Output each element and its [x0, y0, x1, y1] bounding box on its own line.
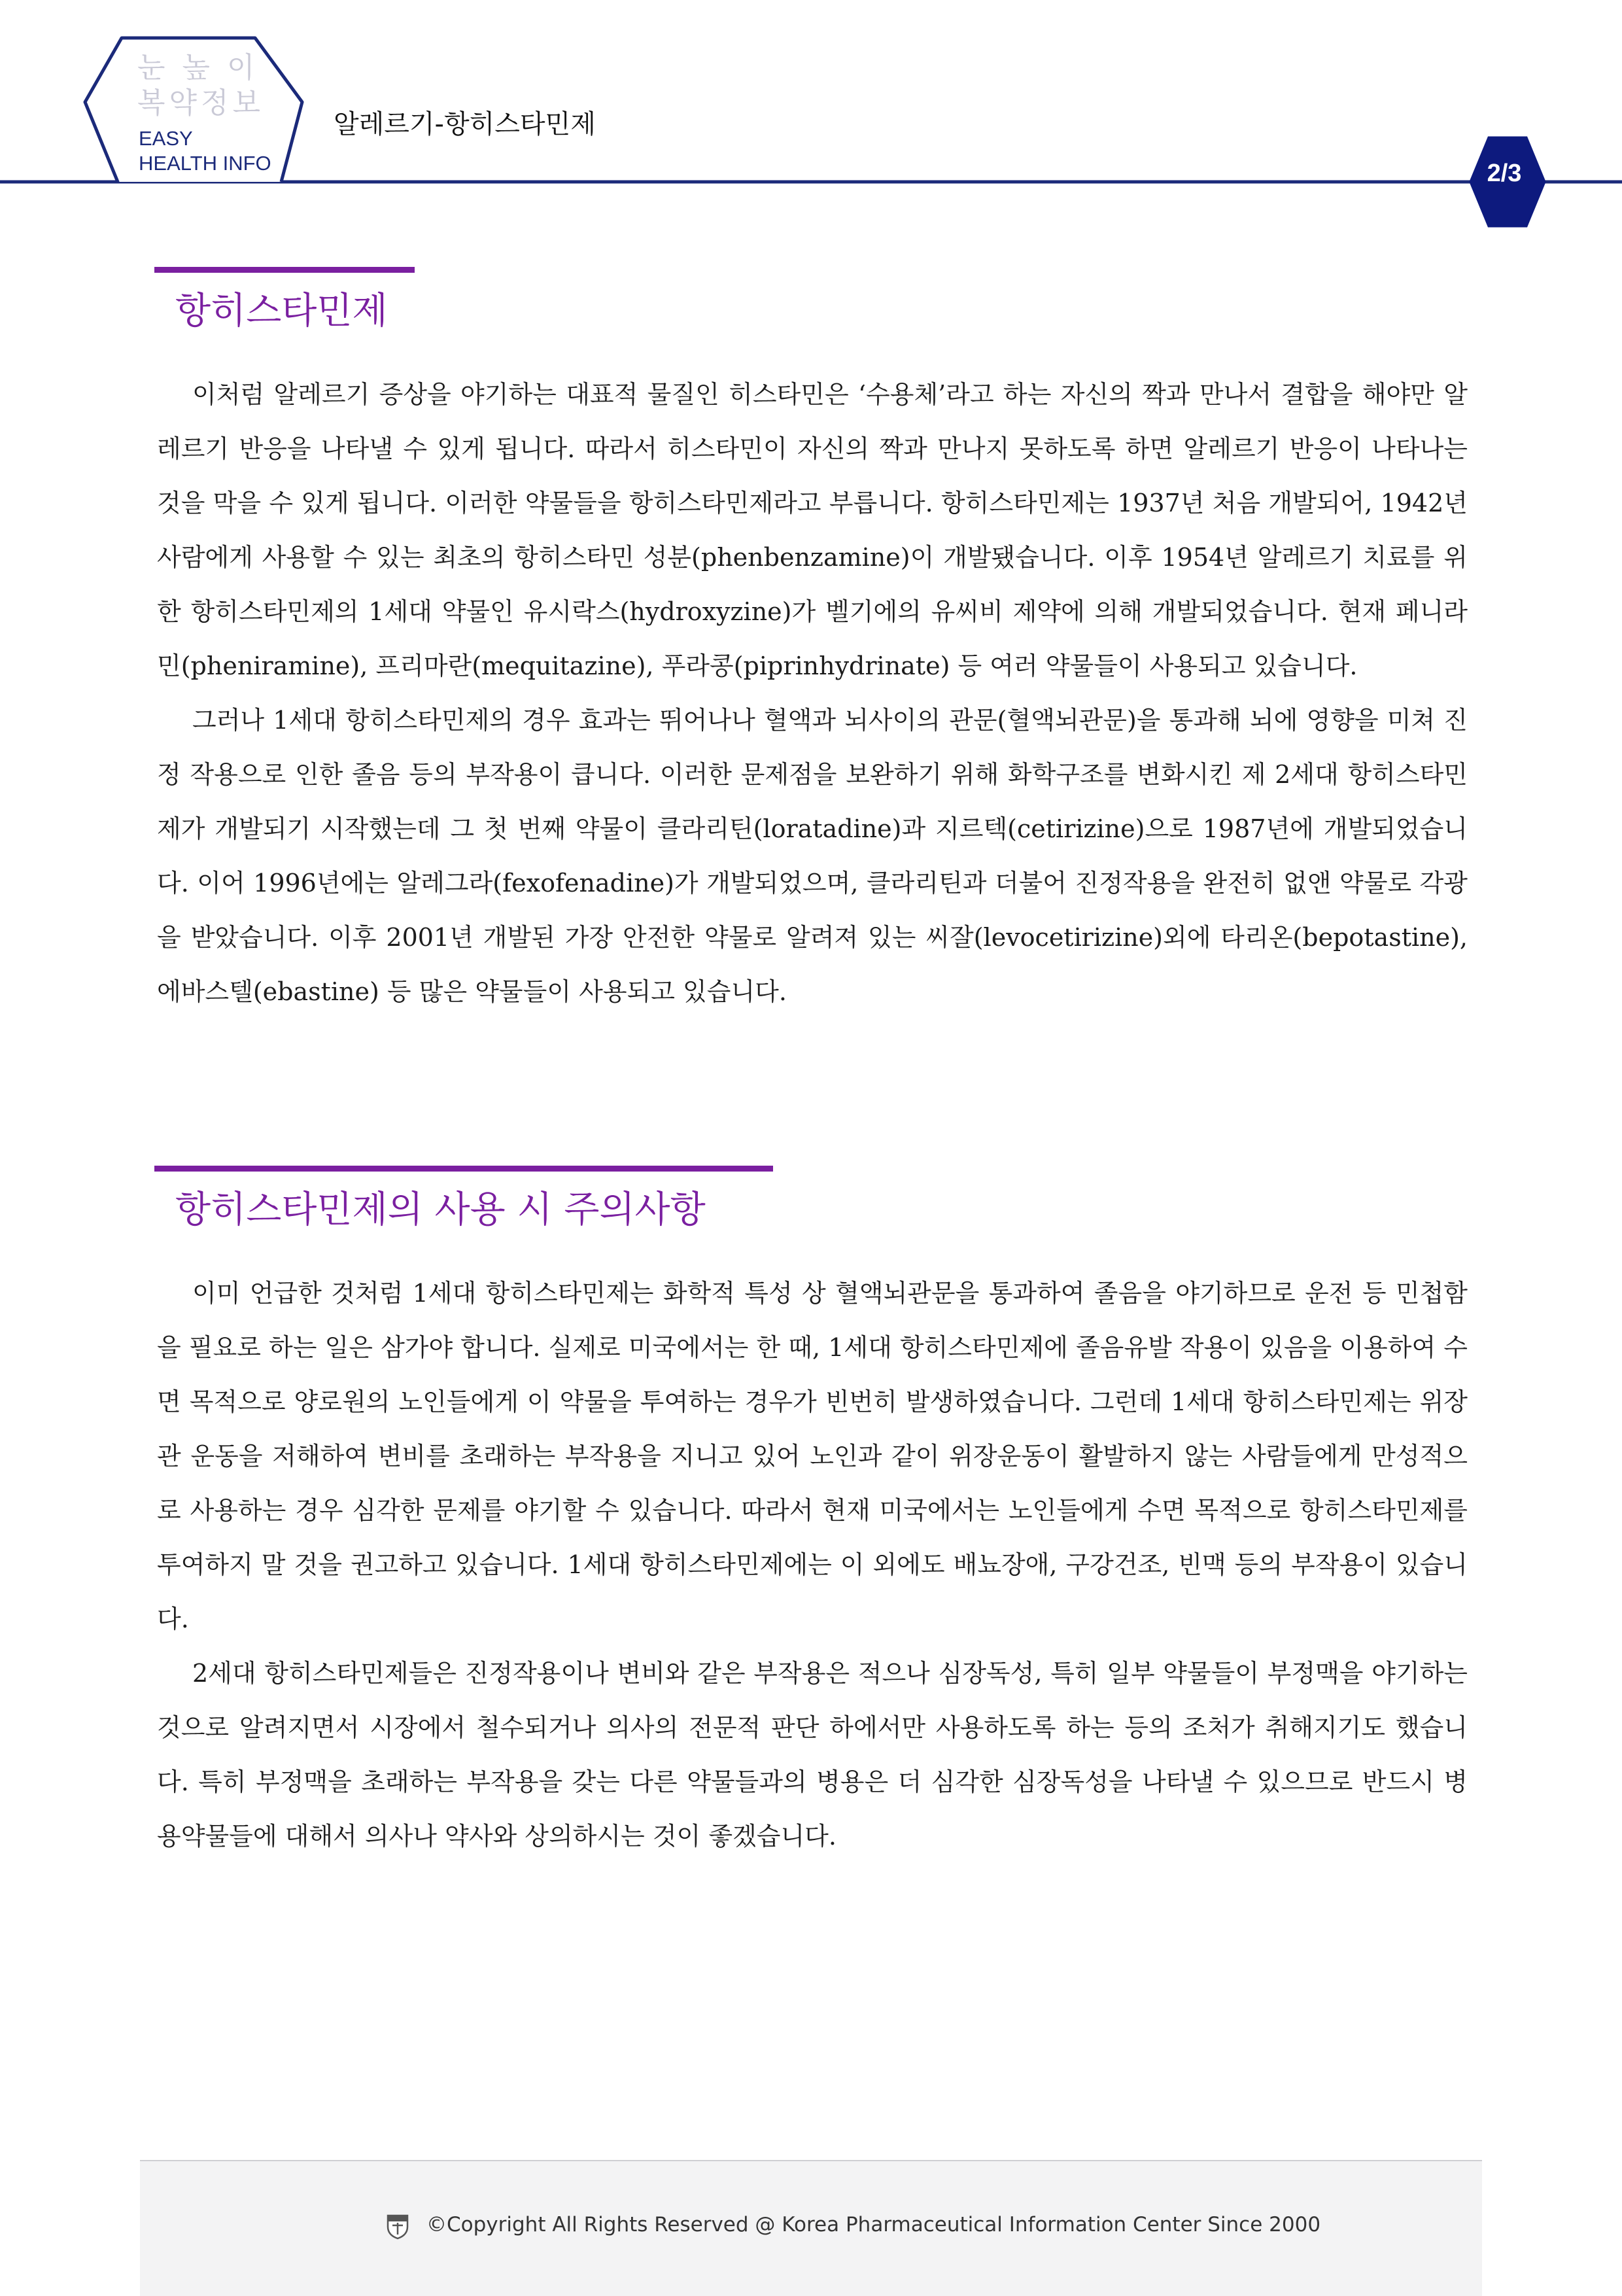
section-2-paragraph-1: 이미 언급한 것처럼 1세대 항히스타민제는 화학적 특성 상 혈액뇌관문을 통과하여 졸음을 야기하므로 운전 등 민첩함을 필요로 하는 일은 삼가야 합니다. 실제로 미국에서는 한 때, 1세대 항히스타민제에 졸음유발 작용이 있음을 이용하여 수면 목적으로 양로원의 노인들에게 이 약물을 투여하는 경우가 빈번히 발생하였습니다. 그런데 1세대 항히스타민제는 위장관 운동을 저해하여 변비를 초래하는 부작용을 지니고 있어 노인과 같이 위장운동이 활발하지 않는 사람들에게 만성적으로 사용하는 경우 심각한 문제를 야기할 수 있습니다. 따라서 현재 미국에서는 노인들에게 수면 목적으로 항히스타민제를 투여하지 말 것을 권고하고 있습니다. 1세대 항히스타민제에는 이 외에도 배뇨장애, 구강건조, 빈맥 등의 부작용이 있습니다. — [157, 1279, 1468, 1633]
logo-text-korean-1: 눈높이 — [137, 51, 272, 84]
section-2-body — [157, 1266, 1468, 1864]
shield-emblem-icon — [386, 2214, 409, 2240]
logo-text-korean-2: 복약정보 — [137, 86, 265, 120]
logo-text-english-2: HEALTH INFO — [139, 152, 271, 175]
section-2-accent-bar — [154, 1166, 773, 1172]
footer-copyright: ©Copyright All Rights Reserved @ Korea Pharmaceutical Information Center Since 2000 — [426, 2213, 1321, 2236]
section-2-paragraph-2: 2세대 항히스타민제들은 진정작용이나 변비와 같은 부작용은 적으나 심장독성, 특히 일부 약물들이 부정맥을 야기하는 것으로 알려지면서 시장에서 철수되거나 의사의 전문적 판단 하에서만 사용하도록 하는 등의 조처가 취해지기도 했습니다. 특히 부정맥을 초래하는 부작용을 갖는 다른 약물들과의 병용은 더 심각한 심장독성을 나타낼 수 있으므로 반드시 병용약물들에 대해서 의사나 약사와 상의하시는 것이 좋겠습니다. — [157, 1659, 1468, 1851]
section-2-title: 항히스타민제의 사용 시 주의사항 — [175, 1189, 706, 1231]
logo-text-english-1: EASY — [139, 127, 193, 150]
section-1-paragraph-2: 그러나 1세대 항히스타민제의 경우 효과는 뛰어나나 혈액과 뇌사이의 관문(혈액뇌관문)을 통과해 뇌에 영향을 미쳐 진정 작용으로 인한 졸음 등의 부작용이 큽니다. 이러한 문제점을 보완하기 위해 화학구조를 변화시킨 제 2세대 항히스타민제가 개발되기 시작했는데 그 첫 번째 약물이 클라리틴(loratadine)과 지르텍(cetirizine)으로 1987년에 개발되었습니다. 이어 1996년에는 알레그라(fexofenadine)가 개발되었으며, 클라리틴과 더불어 진정작용을 완전히 없앤 약물로 각광을 받았습니다. 이후 2001년 개발된 가장 안전한 약물로 알려져 있는 씨잘(levocetirizine)외에 타리온(bepotastine), 에바스텔(ebastine) 등 많은 약물들이 사용되고 있습니다. — [157, 706, 1468, 1006]
page-number: 2/3 — [1487, 160, 1522, 187]
section-1-accent-bar — [154, 267, 415, 273]
section-1-body — [157, 368, 1468, 1019]
header-title: 알레르기-항히스타민제 — [334, 109, 596, 139]
section-1-title: 항히스타민제 — [175, 290, 388, 332]
section-1-paragraph-1: 이처럼 알레르기 증상을 야기하는 대표적 물질인 히스타민은 ‘수용체’라고 하는 자신의 짝과 만나서 결합을 해야만 알레르기 반응을 나타낼 수 있게 됩니다. 따라서 히스타민이 자신의 짝과 만나지 못하도록 하면 알레르기 반응이 나타나는 것을 막을 수 있게 됩니다. 이러한 약물들을 항히스타민제라고 부릅니다. 항히스타민제는 1937년 처음 개발되어, 1942년 사람에게 사용할 수 있는 최초의 항히스타민 성분(phenbenzamine)이 개발됐습니다. 이후 1954년 알레르기 치료를 위한 항히스타민제의 1세대 약물인 유시락스(hydroxyzine)가 벨기에의 유씨비 제약에 의해 개발되었습니다. 현재 페니라민(pheniramine), 프리마란(mequitazine), 푸라콩(piprinhydrinate) 등 여러 약물들이 사용되고 있습니다. — [157, 380, 1468, 680]
